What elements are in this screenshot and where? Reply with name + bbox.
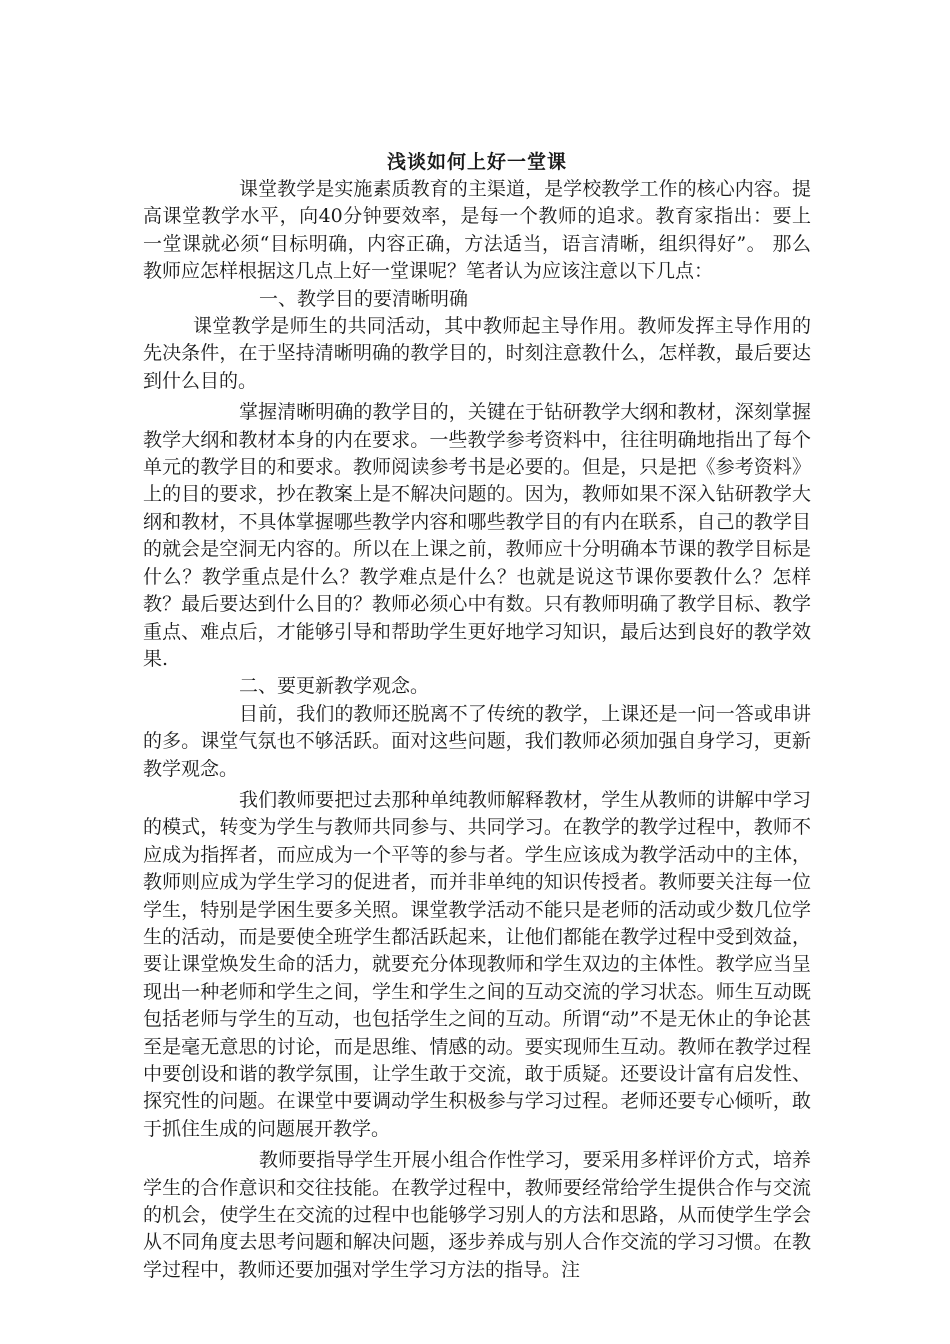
section-2-heading: 二、要更新教学观念。 xyxy=(239,675,430,698)
document-title: 浅谈如何上好一堂课 xyxy=(386,151,567,173)
section-1-paragraph-1: 课堂教学是师生的共同活动，其中教师起主导作用。教师发挥主导作用的先决条件，在于坚持清晰明确的教学目的，时刻注意教什么，怎样教，最后要达到什么目的。 xyxy=(143,315,811,392)
section-2-paragraph-1: 目前，我们的教师还脱离不了传统的教学，上课还是一问一答或串讲的多。课堂气氛也不够活跃。面对这些问题，我们教师必须加强自身学习，更新教学观念。 xyxy=(143,702,811,780)
intro-paragraph: 课堂教学是实施素质教育的主渠道，是学校教学工作的核心内容。提高课堂教学水平，向40分钟要效率，是每一个教师的追求。教育家指出：要上一堂课就必须“目标明确，内容正确，方法适当，语言清晰，组织得好”。 那么教师应怎样根据这几点上好一堂课呢？笔者认为应该注意以下几点： xyxy=(143,178,811,283)
section-1-heading: 一、教学目的要清晰明确 xyxy=(259,287,469,310)
document-page xyxy=(143,148,811,1284)
section-2-paragraph-2: 我们教师要把过去那种单纯教师解释教材，学生从教师的讲解中学习的模式，转变为学生与教师共同参与、共同学习。在教学的教学过程中，教师不应成为指挥者，而应成为一个平等的参与者。学生应该成为教学活动中的主体，教师则应成为学生学习的促进者，而并非单纯的知识传授者。教师要关注每一位学生，特别是学困生要多关照。课堂教学活动不能只是老师的活动或少数几位学生的活动，而是要使全班学生都活跃起来，让他们都能在教学过程中受到效益，要让课堂焕发生命的活力，就要充分体现教师和学生双边的主体性。教学应当呈现出一种老师和学生之间，学生和学生之间的互动交流的学习状态。师生互动既包括老师与学生的互动，也包括学生之间的互动。所谓“动”不是无休止的争论甚至是毫无意思的讨论，而是思维、情感的动。要实现师生互动。教师在教学过程中要创设和谐的教学氛围，让学生敢于交流，敢于质疑。还要设计富有启发性、探究性的问题。在课堂中要调动学生积极参与学习过程。老师还要专心倾听，敢于抓住生成的问题展开教学。 xyxy=(143,788,811,1140)
section-1-paragraph-2: 掌握清晰明确的教学目的，关键在于钻研教学大纲和教材，深刻掌握教学大纲和教材本身的内在要求。一些教学参考资料中，往往明确地指出了每个单元的教学目的和要求。教师阅读参考书是必要的。但是，只是把《参考资料》上的目的要求，抄在教案上是不解决问题的。因为，教师如果不深入钻研教学大纲和教材，不具体掌握哪些教学内容和哪些教学目的有内在联系，自己的教学目的就会是空洞无内容的。所以在上课之前，教师应十分明确本节课的教学目标是什么？教学重点是什么？教学难点是什么？也就是说这节课你要教什么？怎样教？最后要达到什么目的？教师必须心中有数。只有教师明确了教学目标、教学重点、难点后，才能够引导和帮助学生更好地学习知识，最后达到良好的教学效果. xyxy=(143,401,811,670)
section-2-paragraph-3: 教师要指导学生开展小组合作性学习，要采用多样评价方式，培养学生的合作意识和交往技能。在教学过程中，教师要经常给学生提供合作与交流的机会，使学生在交流的过程中也能够学习别人的方法和思路，从而使学生学会从不同角度去思考问题和解决问题，逐步养成与别人合作交流的学习习惯。在教学过程中，教师还要加强对学生学习方法的指导。注 xyxy=(143,1149,811,1281)
